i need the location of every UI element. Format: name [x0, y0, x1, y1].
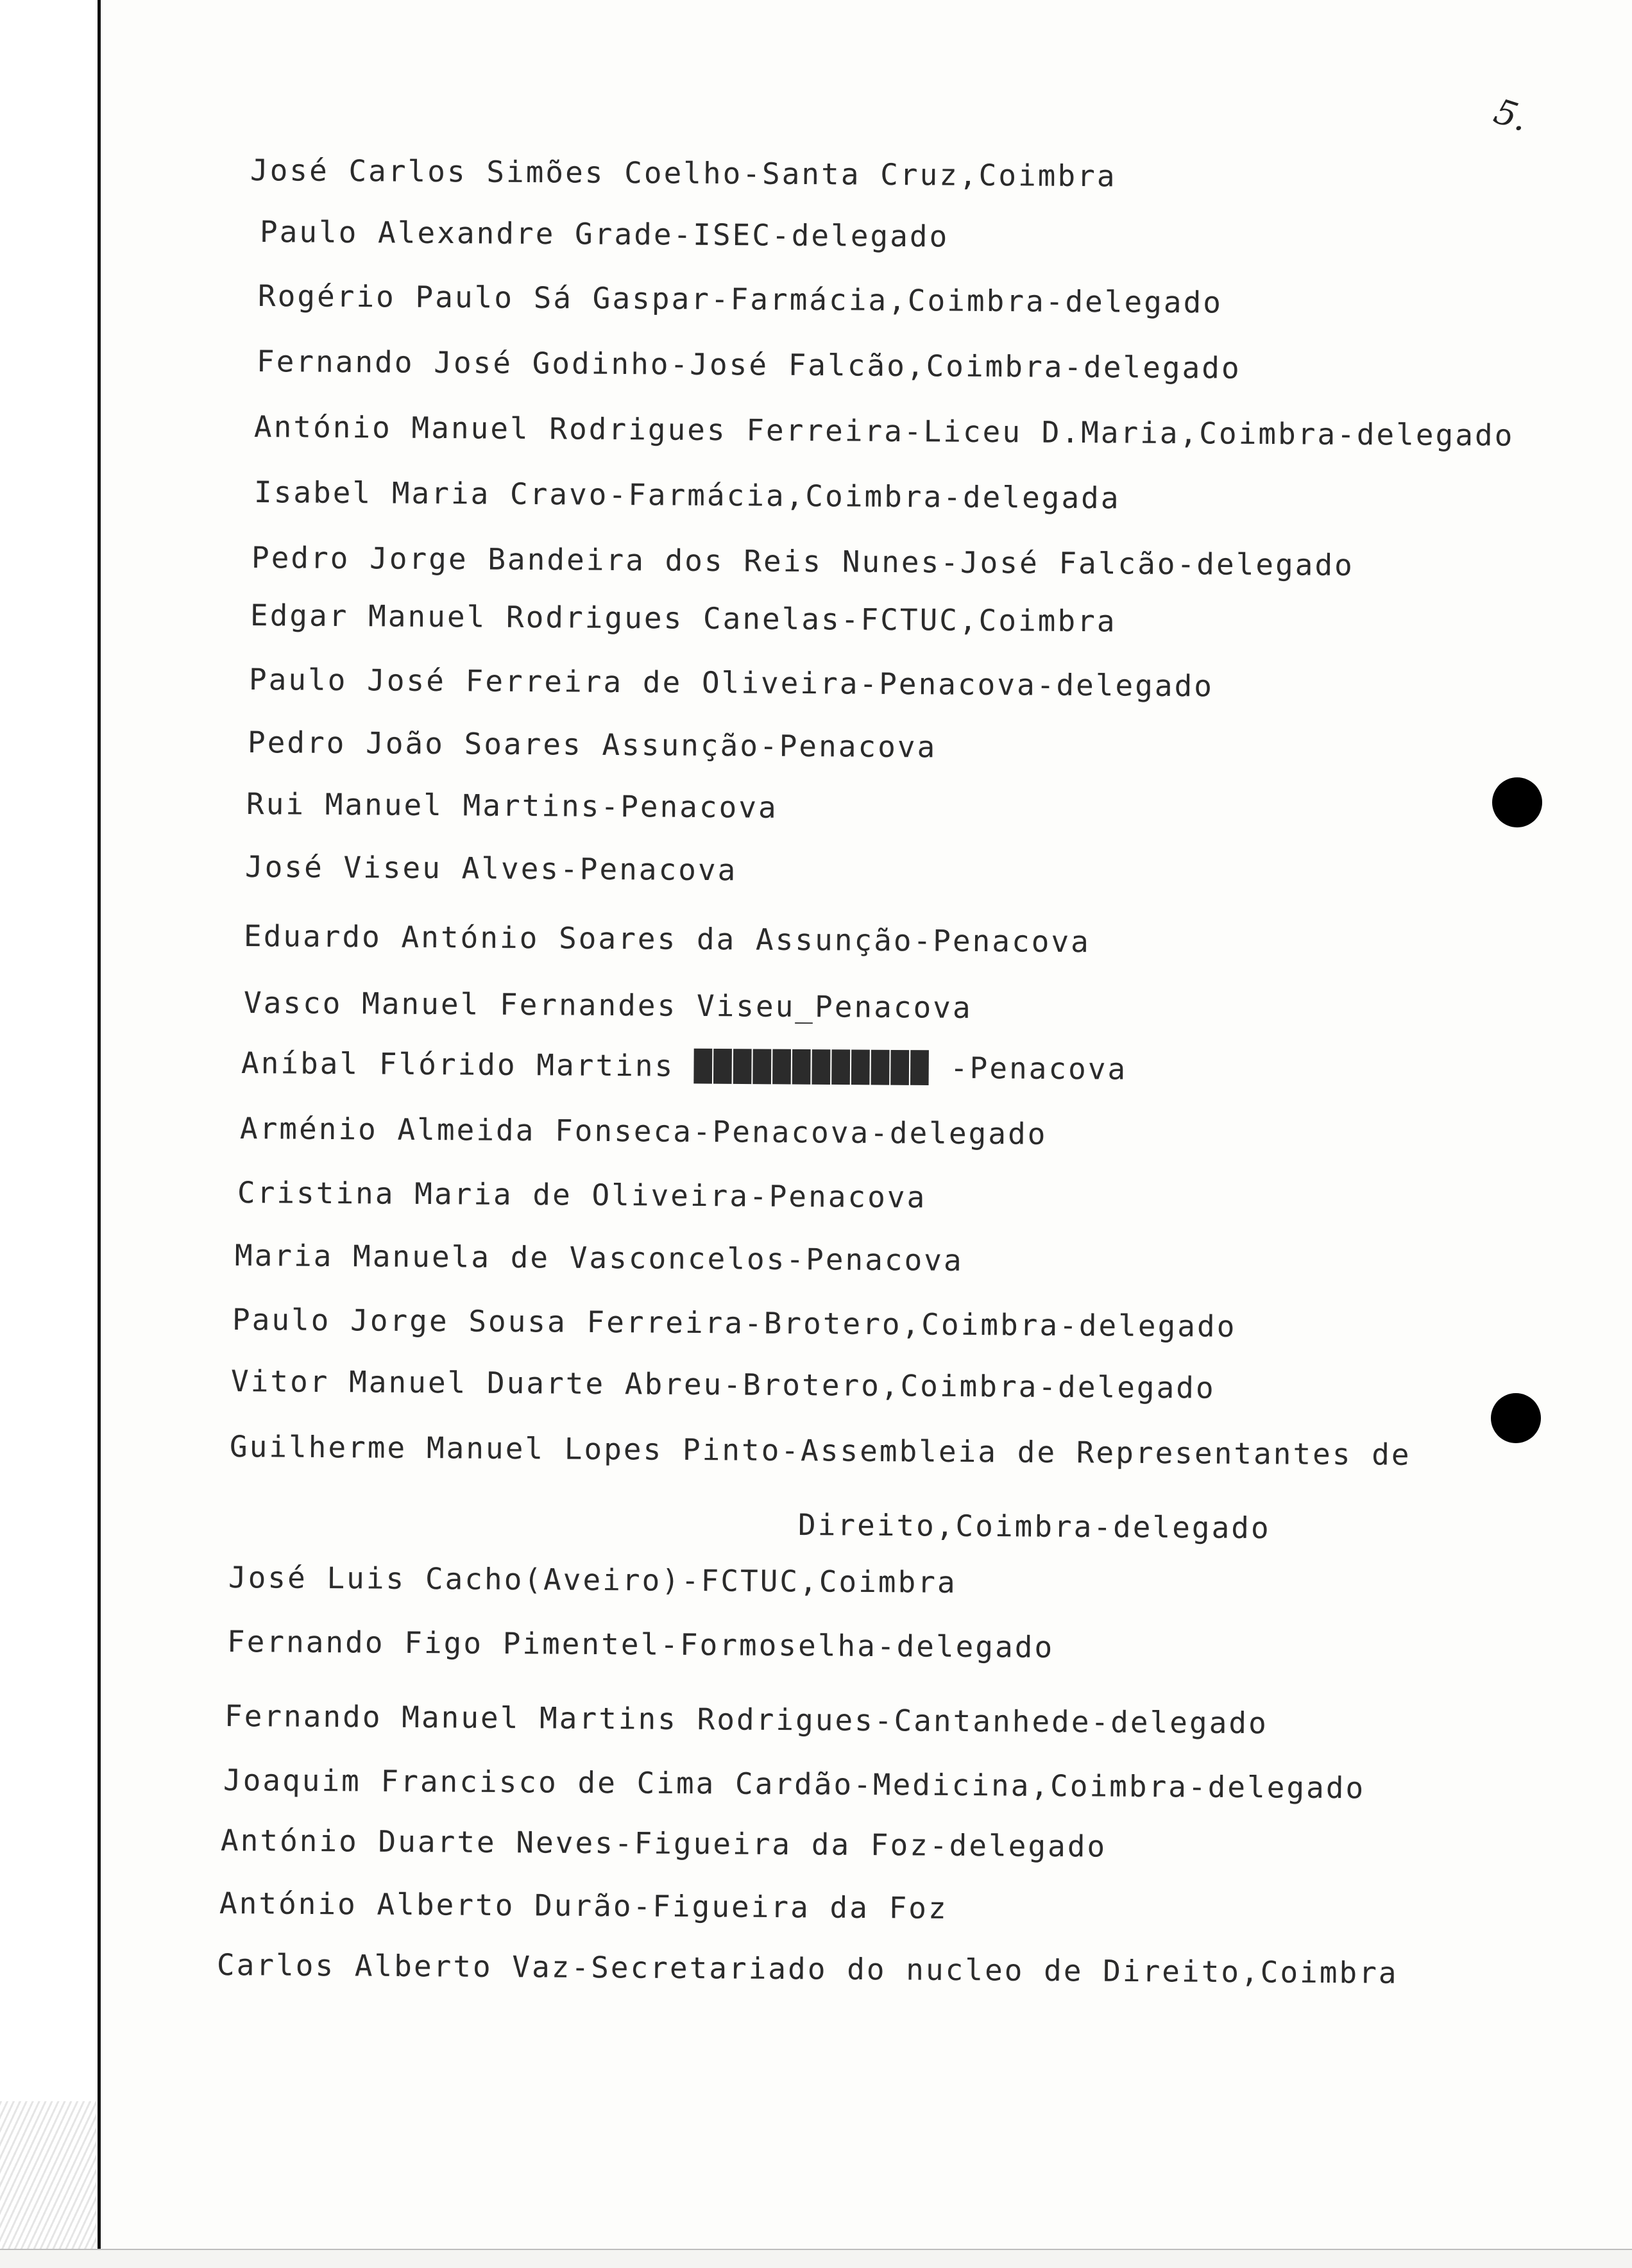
list-item: Fernando José Godinho-José Falcão,Coimbra-delegado [256, 344, 1241, 385]
list-item: Pedro Jorge Bandeira dos Reis Nunes-José Falcão-delegado [251, 540, 1355, 582]
list-item: Edgar Manuel Rodrigues Canelas-FCTUC,Coimbra [250, 598, 1117, 639]
list-item: Paulo Jorge Sousa Ferreira-Brotero,Coimbra-delegado [232, 1302, 1237, 1344]
list-item: Vitor Manuel Duarte Abreu-Brotero,Coimbra-delegado [230, 1364, 1216, 1405]
list-item: Arménio Almeida Fonseca-Penacova-delegado [239, 1111, 1048, 1151]
list-item: Rui Manuel Martins-Penacova [246, 786, 778, 825]
list-item: Isabel Maria Cravo-Farmácia,Coimbra-delegada [253, 475, 1121, 516]
list-item: António Alberto Durão-Figueira da Foz [219, 1886, 948, 1925]
list-item: Direito,Coimbra-delegado [797, 1507, 1271, 1546]
list-item: Fernando Manuel Martins Rodrigues-Cantanhede-delegado [224, 1698, 1268, 1741]
list-item: Maria Manuela de Vasconcelos-Penacova [234, 1238, 964, 1278]
list-item: Aníbal Flórido Martins ████████████ -Penacova [241, 1045, 1128, 1087]
list-item: Vasco Manuel Fernandes Viseu_Penacova [243, 985, 973, 1025]
list-item: José Luis Cacho(Aveiro)-FCTUC,Coimbra [228, 1560, 957, 1600]
list-item: Fernando Figo Pimentel-Formoselha-delegado [226, 1624, 1055, 1664]
list-item: Carlos Alberto Vaz-Secretariado do nucleo de Direito,Coimbra [216, 1947, 1398, 1990]
list-item: Eduardo António Soares da Assunção-Penacova [243, 918, 1091, 960]
page-number: 5. [1489, 90, 1534, 140]
list-item: Rogério Paulo Sá Gaspar-Farmácia,Coimbra-delegado [257, 278, 1223, 320]
list-item: José Carlos Simões Coelho-Santa Cruz,Coimbra [250, 153, 1117, 194]
list-item: António Manuel Rodrigues Ferreira-Liceu D.Maria,Coimbra-delegado [253, 409, 1515, 453]
list-item: Pedro João Soares Assunção-Penacova [247, 725, 937, 765]
list-item: Joaquim Francisco de Cima Cardão-Medicina,Coimbra-delegado [223, 1763, 1366, 1806]
list-item: Cristina Maria de Oliveira-Penacova [237, 1175, 927, 1215]
list-item: Paulo Alexandre Grade-ISEC-delegado [259, 214, 949, 254]
list-item: Paulo José Ferreira de Oliveira-Penacova-delegado [248, 662, 1214, 704]
list-item: José Viseu Alves-Penacova [244, 849, 738, 888]
list-item: António Duarte Neves-Figueira da Foz-delegado [220, 1823, 1107, 1864]
list-item: Guilherme Manuel Lopes Pinto-Assembleia de Representantes de [229, 1429, 1411, 1472]
